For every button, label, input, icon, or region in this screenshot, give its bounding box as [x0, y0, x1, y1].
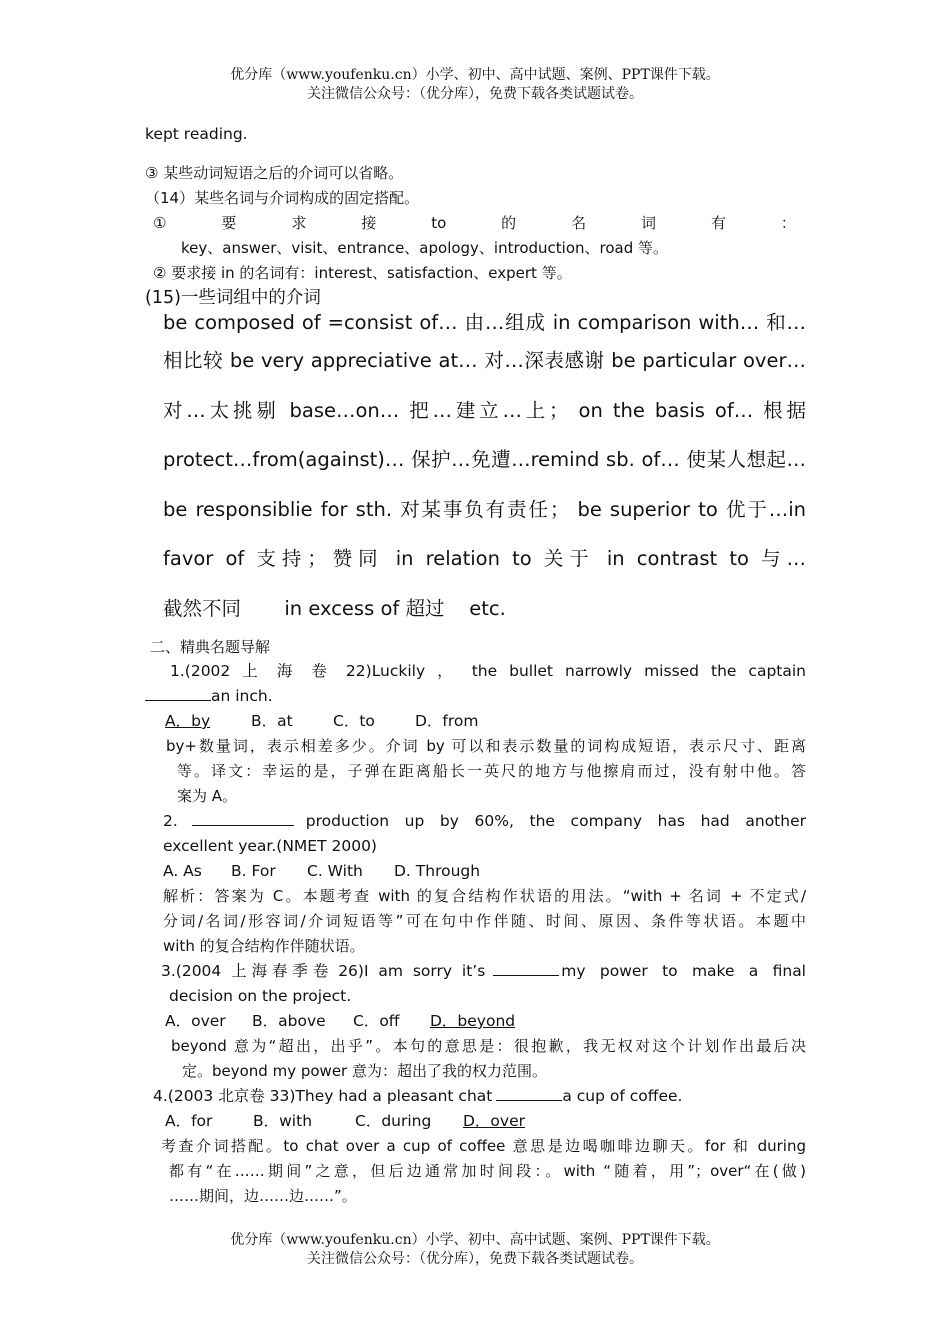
- phrase-line-6: favor of 支持；赞同 in relation to 关于 in contrast to 与…: [163, 547, 806, 570]
- phrase-line-1: be composed of =consist of… 由…组成 in comparison with… 和…: [163, 311, 806, 334]
- item-1-char: to: [431, 214, 447, 232]
- question-3-stem-suffix: my power to make a final: [561, 962, 806, 980]
- option-c: C．to: [333, 712, 375, 730]
- phrase-line-3: 对…太挑剔 base…on… 把…建立…上； on the basis of… 根据: [163, 399, 806, 422]
- option-c: C．off: [353, 1012, 400, 1030]
- question-2-explanation-2: 分词/名词/形容词/介词短语等”可在句中作伴随、时间、原因、条件等状语。本题中: [163, 912, 806, 930]
- question-2-explanation-1: 解析：答案为 C。本题考查 with 的复合结构作状语的用法。“with + 名词 + 不定式/: [163, 887, 806, 905]
- page-footer: [0, 1231, 950, 1269]
- item-1-char: 有: [710, 214, 726, 232]
- page-header: [0, 66, 950, 104]
- answer-blank: [496, 1086, 562, 1101]
- question-2-number: 2.: [163, 812, 178, 830]
- item-1-line-2: key、answer、visit、entrance、apology、introduction、road 等。: [181, 239, 669, 257]
- kept-reading-text: kept reading.: [145, 125, 248, 143]
- option-b: B. For: [231, 862, 276, 880]
- item-1-char: 名: [571, 214, 587, 232]
- question-4-stem-suffix: a cup of coffee.: [562, 1087, 683, 1105]
- option-b: B．with: [253, 1112, 313, 1130]
- phrase-line-5: be responsiblie for sth. 对某事负有责任； be superior to 优于…in: [163, 498, 806, 521]
- item-1-char: 要: [221, 214, 237, 232]
- option-a: A. As: [163, 862, 202, 880]
- option-d: D. Through: [394, 862, 481, 880]
- option-c: C．during: [355, 1112, 432, 1130]
- question-2-stem-text: production up by 60%, the company has had another: [305, 812, 806, 830]
- question-1-options: [165, 711, 479, 731]
- header-line-1: 优分库（www.youfenku.cn）小学、初中、高中试题、案例、PPT课件下载。: [230, 67, 720, 83]
- section-15-title: (15)一些词组中的介词: [145, 288, 321, 308]
- question-2-stem: [163, 811, 806, 831]
- header-line-2: 关注微信公众号：（优分库），免费下载各类试题试卷。: [307, 86, 643, 102]
- phrase-line-4: protect…from(against)… 保护…免遭…remind sb. of… 使某人想起…: [163, 448, 806, 471]
- answer-blank: [192, 811, 294, 826]
- item-2: ② 要求接 in 的名词有：interest、satisfaction、expert 等。: [153, 264, 572, 282]
- question-1-stem-tail: an inch.: [211, 687, 273, 705]
- question-4-stem-prefix: 4.(2003 北京卷 33)They had a pleasant chat: [153, 1087, 493, 1105]
- question-1-stem: 1.(2002 上 海 卷 22)Luckily ， the bullet narrowly missed the captain: [170, 662, 806, 680]
- section-2-title: 二、精典名题导解: [150, 638, 271, 656]
- question-3-explanation-1: beyond 意为“超出，出乎”。本句的意思是：很抱歉，我无权对这个计划作出最后决: [171, 1037, 806, 1055]
- question-1-explanation-2: 等。译文：幸运的是，子弹在距离船长一英尺的地方与他擦肩而过，没有射中他。答: [177, 762, 806, 780]
- question-3-explanation-2: 定。beyond my power 意为：超出了我的权力范围。: [182, 1062, 547, 1080]
- question-1-stem-2: [145, 686, 273, 706]
- question-4-explanation-1: 考查介词搭配。to chat over a cup of coffee 意思是边喝咖啡边聊天。for 和 during: [161, 1137, 806, 1155]
- item-1-char: 接: [361, 214, 377, 232]
- item-1-char: 词: [641, 214, 657, 232]
- question-4-stem: [153, 1086, 682, 1106]
- question-2-stem-2: excellent year.(NMET 2000): [163, 837, 377, 855]
- phrase-line-2: 相比较 be very appreciative at… 对…深表感谢 be particular over…: [163, 349, 806, 372]
- note-3: ③ 某些动词短语之后的介词可以省略。: [145, 164, 404, 182]
- option-c: C. With: [307, 862, 363, 880]
- footer-line-2: 关注微信公众号：（优分库），免费下载各类试题试卷。: [307, 1251, 643, 1267]
- question-3-stem: [161, 961, 806, 981]
- item-1-line: [153, 213, 796, 233]
- question-2-explanation-3: with 的复合结构作伴随状语。: [163, 937, 365, 955]
- option-b: B．at: [251, 712, 293, 730]
- option-d: D．beyond: [430, 1012, 516, 1030]
- option-d: D．over: [463, 1112, 526, 1130]
- option-a: A．over: [165, 1012, 226, 1030]
- item-1-char: ①: [153, 214, 167, 232]
- option-d: D．from: [415, 712, 479, 730]
- question-1-explanation-3: 案为 A。: [177, 787, 238, 805]
- question-1-explanation-1: by+数量词，表示相差多少。介词 by 可以和表示数量的词构成短语，表示尺寸、距离: [166, 737, 806, 755]
- question-3-stem-prefix: 3.(2004 上 海 春 季 卷 26)I am sorry it’s: [161, 962, 486, 980]
- question-3-options: [165, 1011, 515, 1031]
- item-1-char: ：: [780, 214, 796, 232]
- question-4-options: [165, 1111, 525, 1131]
- section-14-title: （14）某些名词与介词构成的固定搭配。: [145, 189, 420, 207]
- question-2-options: [163, 861, 480, 881]
- answer-blank: [145, 686, 211, 701]
- footer-line-1: 优分库（www.youfenku.cn）小学、初中、高中试题、案例、PPT课件下载。: [230, 1232, 720, 1248]
- option-b: B．above: [252, 1012, 326, 1030]
- question-3-stem-2: decision on the project.: [169, 987, 352, 1005]
- option-a: A．by: [165, 712, 211, 730]
- answer-blank: [493, 961, 559, 976]
- item-1-char: 的: [501, 214, 517, 232]
- question-4-explanation-3: ……期间，边……边……”。: [169, 1187, 357, 1205]
- item-1-char: 求: [291, 214, 307, 232]
- question-4-explanation-2: 都有“在……期间”之意，但后边通常加时间段：。with “随着，用”；over“在(做): [169, 1162, 806, 1180]
- option-a: A．for: [165, 1112, 213, 1130]
- phrase-line-7: 截然不同 in excess of 超过 etc.: [163, 597, 506, 620]
